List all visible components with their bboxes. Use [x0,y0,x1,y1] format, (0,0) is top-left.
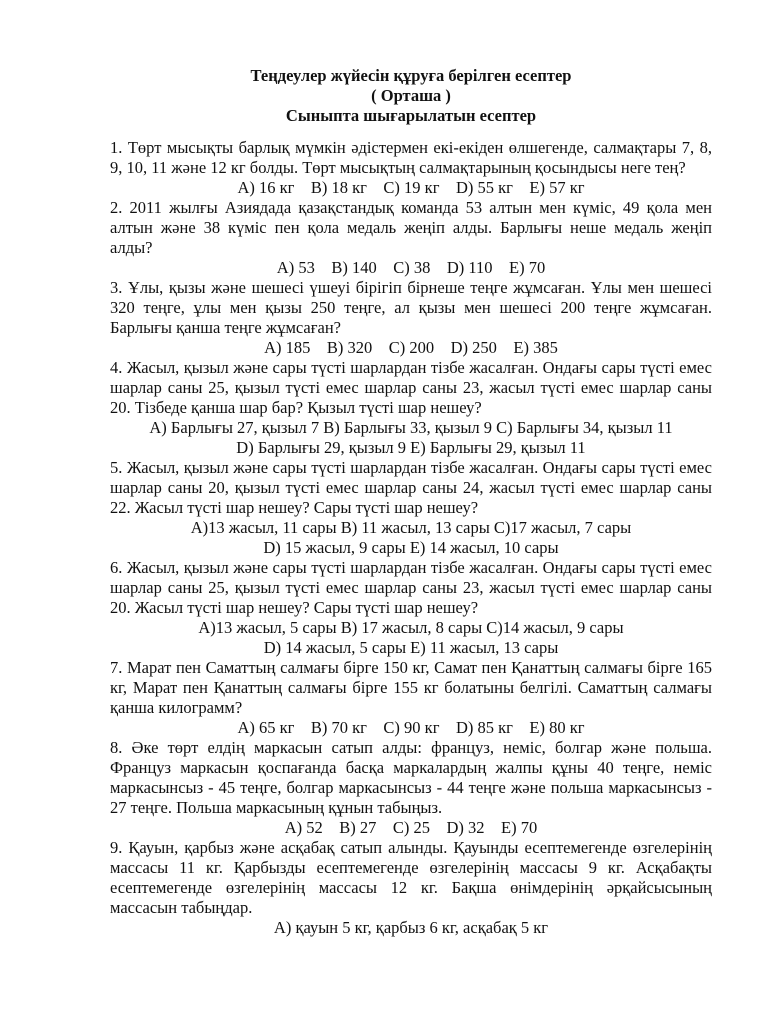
answer-options: D) 15 жасыл, 9 сары E) 14 жасыл, 10 сары [263,538,559,557]
problem-text: 1. Төрт мысықты барлық мүмкін әдістермен екі-екіден өлшегенде, салмақтары 7, 8, 9, 10, 11 және 12 кг болды. Төрт мысықтың салмақтарының қосындысы неге тең? [110,138,712,177]
problem-5 [110,458,712,558]
problem-4 [110,358,712,458]
answer-options: A) қауын 5 кг, қарбыз 6 кг, асқабақ 5 кг [273,918,549,937]
answer-options: D) Барлығы 29, қызыл 9 E) Барлығы 29, қызыл 11 [236,438,586,457]
problem-2 [110,198,712,278]
answer-options: D) 14 жасыл, 5 сары E) 11 жасыл, 13 сары [263,638,559,657]
problem-6 [110,558,712,658]
problem-9 [110,838,712,938]
answer-options: A) Барлығы 27, қызыл 7 B) Барлығы 33, қызыл 9 C) Барлығы 34, қызыл 11 [149,418,673,437]
answer-options: A) 52 B) 27 C) 25 D) 32 E) 70 [284,818,538,837]
answer-options: A) 65 кг B) 70 кг C) 90 кг D) 85 кг E) 80 кг [237,718,585,737]
problem-text: 2. 2011 жылғы Азиядада қазақстандық команда 53 алтын мен күміс, 49 қола мен алтын және 38 күміс пен қола медаль жеңіп алды. Барлығы неше медаль жеңіп алды? [110,198,712,257]
answer-options: A)13 жасыл, 5 сары B) 17 жасыл, 8 сары C)14 жасыл, 9 сары [198,618,624,637]
answer-options: A) 16 кг B) 18 кг C) 19 кг D) 55 кг E) 57 кг [237,178,585,197]
header-spacer [110,126,712,138]
problem-text: 4. Жасыл, қызыл және сары түсті шарлардан тізбе жасалған. Ондағы сары түсті емес шарлар саны 25, қызыл түсті емес шарлар саны 23, жасыл түсті емес шарлар саны 20. Тізбеде қанша шар бар? Қызыл түсті шар нешеу? [110,358,712,417]
problem-text: 9. Қауын, қарбыз және асқабақ сатып алынды. Қауынды есептемегенде өзгелерінің массасы 11 кг. Қарбызды есептемегенде өзгелерінің массасы 9 кг. Асқабақты есептемегенде өзгелерінің массасы 12 кг. Бақша өнімдерінің әрқайсысының массасын табыңдар. [110,838,712,917]
answer-options: A) 53 B) 140 C) 38 D) 110 E) 70 [276,258,546,277]
problem-3 [110,278,712,358]
problem-text: 7. Марат пен Саматтың салмағы бірге 150 кг, Самат пен Қанаттың салмағы бірге 165 кг, Марат пен Қанаттың салмағы бірге 155 кг болатыны белгілі. Саматтың салмағы қанша килограмм? [110,658,712,717]
problem-text: 8. Әке төрт елдің маркасын сатып алды: француз, неміс, болгар және польша. Француз маркасын қоспағанда басқа маркалардың жалпы құны 40 теңге, неміс маркасынсыз - 45 теңге, болгар маркасынсыз - 44 теңге және польша маркасынсыз - 27 теңге. Польша маркасының құнын табыңыз. [110,738,712,817]
problem-8 [110,738,712,838]
answer-options: A)13 жасыл, 11 сары B) 11 жасыл, 13 сары C)17 жасыл, 7 сары [190,518,632,537]
answer-options: A) 185 B) 320 C) 200 D) 250 E) 385 [264,338,558,357]
problem-1 [110,138,712,198]
document-subtitle: Сыныпта шығарылатын есептер [285,106,537,125]
problem-text: 3. Ұлы, қызы және шешесі үшеуі бірігіп бірнеше теңге жұмсаған. Ұлы мен шешесі 320 теңге, ұлы мен қызы 250 теңге, ал қызы мен шешесі 200 теңге жұмсаған. Барлығы қанша теңге жұмсаған? [110,278,712,337]
problem-text: 5. Жасыл, қызыл және сары түсті шарлардан тізбе жасалған. Ондағы сары түсті емес шарлар саны 20, қызыл түсті емес шарлар саны 24, жасыл түсті емес шарлар саны 22. Жасыл түсті шар нешеу? Сары түсті шар нешеу? [110,458,712,517]
document-title: Теңдеулер жүйесін құруға берілген есептер [250,66,572,85]
problem-7 [110,658,712,738]
problem-text: 6. Жасыл, қызыл және сары түсті шарлардан тізбе жасалған. Ондағы сары түсті емес шарлар саны 25, қызыл түсті емес шарлар саны 23, жасыл түсті емес шарлар саны 20. Жасыл түсті шар нешеу? Сары түсті шар нешеу? [110,558,712,617]
difficulty-level: ( Орташа ) [371,86,451,105]
